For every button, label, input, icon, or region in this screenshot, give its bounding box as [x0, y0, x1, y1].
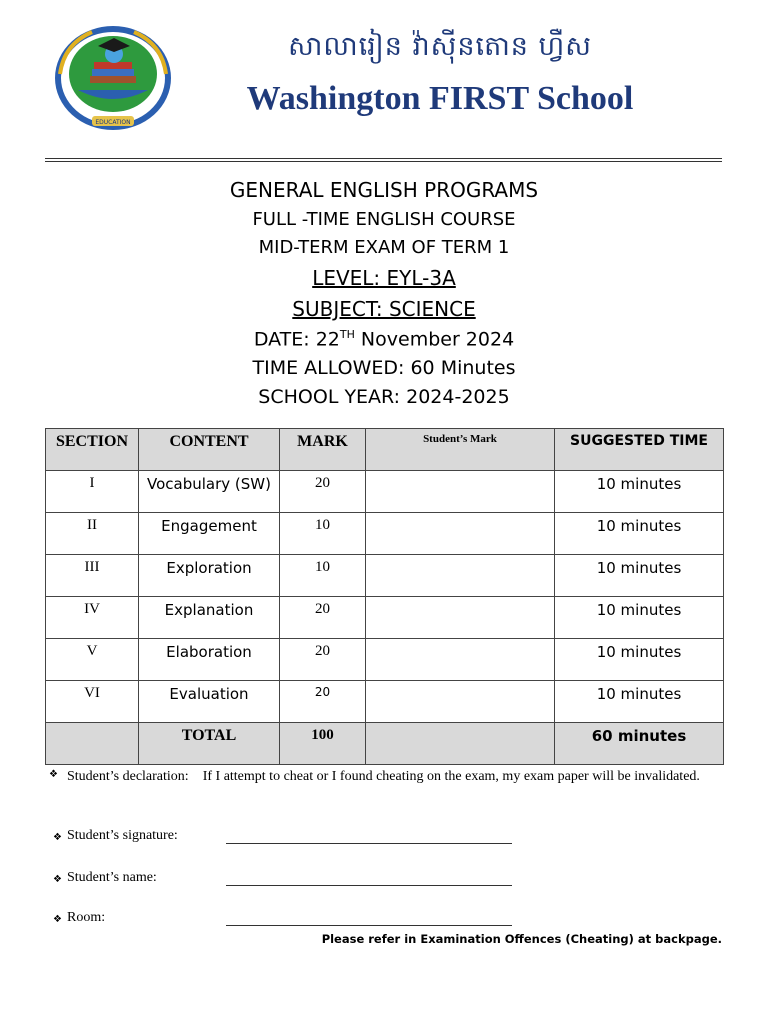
- row-section: VI: [46, 681, 139, 723]
- header-mark: MARK: [280, 429, 366, 471]
- row-student-mark[interactable]: [366, 513, 555, 555]
- diamond-bullet-icon: ❖: [53, 874, 62, 885]
- signature-label: Student’s signature:: [67, 828, 178, 843]
- row-content: Vocabulary (SW): [139, 471, 280, 513]
- logo-label: EDUCATION: [95, 119, 131, 126]
- table-row: [46, 513, 724, 555]
- row-section: V: [46, 639, 139, 681]
- room-line[interactable]: [226, 925, 512, 926]
- row-student-mark[interactable]: [366, 471, 555, 513]
- row-section: IV: [46, 597, 139, 639]
- table-header-row: [46, 429, 724, 471]
- exam-title: MID-TERM EXAM OF TERM 1: [258, 237, 510, 258]
- level-line: [0, 266, 768, 290]
- backpage-note: Please refer in Examination Offences (Cheating) at backpage.: [321, 932, 722, 946]
- declaration-body: If I attempt to cheat or I found cheating on the exam, my exam paper will be invalidated.: [202, 769, 700, 784]
- date-suffix: November 2024: [354, 328, 515, 351]
- diamond-bullet-icon: ❖: [53, 914, 62, 925]
- signature-line[interactable]: [226, 843, 512, 844]
- diamond-bullet-icon: ❖: [53, 832, 62, 843]
- course-title: FULL -TIME ENGLISH COURSE: [252, 209, 516, 230]
- row-suggested-time: 10 minutes: [555, 639, 724, 681]
- row-suggested-time: 10 minutes: [555, 471, 724, 513]
- header-suggested-time: SUGGESTED TIME: [555, 429, 724, 471]
- diamond-bullet-icon: ❖: [49, 769, 58, 780]
- date-line: [0, 328, 768, 350]
- row-content: Evaluation: [139, 681, 280, 723]
- name-label: Student’s name:: [67, 870, 157, 885]
- time-allowed: TIME ALLOWED: 60 Minutes: [252, 357, 516, 379]
- declaration-label: Student’s declaration:: [67, 769, 189, 784]
- row-mark: 20: [280, 639, 366, 681]
- header-content: CONTENT: [139, 429, 280, 471]
- row-content: Elaboration: [139, 639, 280, 681]
- row-suggested-time: 10 minutes: [555, 597, 724, 639]
- row-mark: 10: [280, 555, 366, 597]
- row-suggested-time: 10 minutes: [555, 681, 724, 723]
- header-section: SECTION: [46, 429, 139, 471]
- row-student-mark[interactable]: [366, 681, 555, 723]
- school-year: SCHOOL YEAR: 2024-2025: [258, 386, 510, 408]
- row-student-mark[interactable]: [366, 597, 555, 639]
- header-student-mark: Student’s Mark: [366, 429, 555, 471]
- row-mark: 10: [280, 513, 366, 555]
- total-time: 60 minutes: [555, 723, 724, 765]
- row-mark: 20: [280, 681, 366, 723]
- table-row: [46, 555, 724, 597]
- row-suggested-time: 10 minutes: [555, 513, 724, 555]
- name-line[interactable]: [226, 885, 512, 886]
- school-name: Washington FIRST School: [246, 80, 634, 117]
- program-title: GENERAL ENGLISH PROGRAMS: [229, 178, 539, 202]
- declaration-text: [67, 766, 707, 787]
- row-mark: 20: [280, 471, 366, 513]
- row-content: Explanation: [139, 597, 280, 639]
- row-student-mark[interactable]: [366, 639, 555, 681]
- row-content: Engagement: [139, 513, 280, 555]
- header-divider: [45, 158, 722, 159]
- table-row: [46, 471, 724, 513]
- row-suggested-time: 10 minutes: [555, 555, 724, 597]
- total-row: [46, 723, 724, 765]
- total-mark: 100: [280, 723, 366, 765]
- school-logo: [52, 24, 174, 132]
- row-section: II: [46, 513, 139, 555]
- row-section: III: [46, 555, 139, 597]
- table-row: [46, 681, 724, 723]
- level-text: LEVEL: EYL-3A: [312, 266, 456, 290]
- subject-text: SUBJECT: SCIENCE: [292, 297, 476, 321]
- row-section: I: [46, 471, 139, 513]
- header-divider-2: [45, 161, 722, 162]
- khmer-school-title: សាលារៀន វ៉ាស៊ីនតោន ហ្វឺស: [288, 31, 592, 62]
- room-label: Room:: [67, 910, 106, 925]
- row-student-mark[interactable]: [366, 555, 555, 597]
- date-superscript: TH: [339, 328, 355, 341]
- total-section: [46, 723, 139, 765]
- subject-line: [0, 297, 768, 321]
- table-row: [46, 597, 724, 639]
- row-mark: 20: [280, 597, 366, 639]
- total-student-mark[interactable]: [366, 723, 555, 765]
- table-row: [46, 639, 724, 681]
- row-content: Exploration: [139, 555, 280, 597]
- total-label: TOTAL: [139, 723, 280, 765]
- marks-table: [45, 428, 724, 765]
- date-prefix: DATE: 22: [253, 328, 340, 351]
